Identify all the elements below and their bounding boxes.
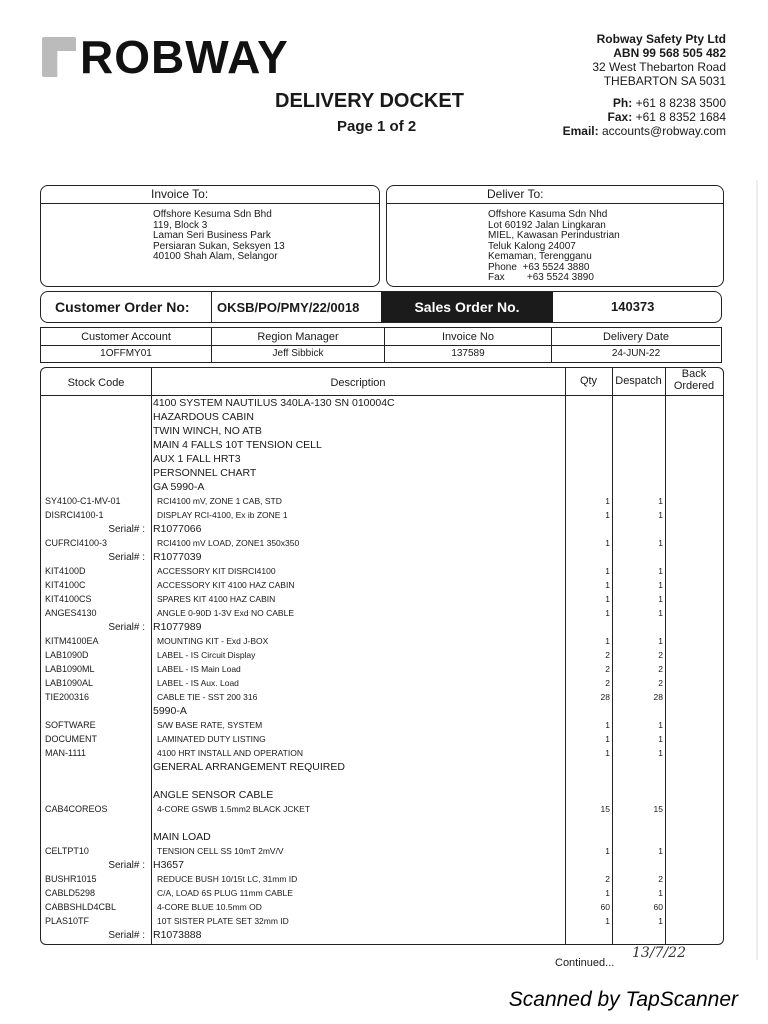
order-numbers-bar bbox=[40, 291, 722, 323]
table-row bbox=[41, 453, 723, 466]
stock-code-cell: DOCUMENT bbox=[45, 734, 97, 744]
qty-cell: 1 bbox=[605, 594, 610, 604]
qty-cell: 1 bbox=[605, 734, 610, 744]
table-row bbox=[41, 523, 723, 536]
despatch-cell: 2 bbox=[658, 650, 663, 660]
logo-mark-icon bbox=[42, 37, 76, 77]
company-contact bbox=[563, 96, 726, 138]
qty-cell: 1 bbox=[605, 496, 610, 506]
company-logo bbox=[42, 30, 289, 84]
back-ordered-header: Back Ordered bbox=[673, 368, 715, 392]
invoice-to-label: Invoice To: bbox=[151, 187, 209, 201]
qty-cell: 2 bbox=[605, 664, 610, 674]
description-cell: TENSION CELL SS 10mT 2mV/V bbox=[157, 846, 284, 856]
despatch-cell: 1 bbox=[658, 720, 663, 730]
table-row bbox=[41, 761, 723, 774]
table-row bbox=[41, 593, 723, 606]
description-cell: MAIN 4 FALLS 10T TENSION CELL bbox=[153, 439, 322, 451]
despatch-cell: 1 bbox=[658, 566, 663, 576]
table-row bbox=[41, 425, 723, 438]
table-row bbox=[41, 495, 723, 508]
table-row bbox=[41, 509, 723, 522]
table-row bbox=[41, 831, 723, 844]
qty-cell: 15 bbox=[600, 804, 610, 814]
delivery-date-value: 24-JUN-22 bbox=[611, 348, 661, 359]
qty-cell: 1 bbox=[605, 748, 610, 758]
table-row bbox=[41, 705, 723, 718]
description-cell: S/W BASE RATE, SYSTEM bbox=[157, 720, 263, 730]
despatch-cell: 1 bbox=[658, 888, 663, 898]
qty-header: Qty bbox=[579, 375, 598, 387]
description-cell: 10T SISTER PLATE SET 32mm ID bbox=[157, 916, 289, 926]
table-row bbox=[41, 915, 723, 928]
description-cell: 4-CORE BLUE 10.5mm OD bbox=[157, 902, 262, 912]
description-cell: SPARES KIT 4100 HAZ CABIN bbox=[157, 594, 276, 604]
table-row bbox=[41, 467, 723, 480]
fax-number: +61 8 8352 1684 bbox=[635, 110, 726, 124]
table-row bbox=[41, 817, 723, 830]
table-row bbox=[41, 411, 723, 424]
description-cell: 4-CORE GSWB 1.5mm2 BLACK JCKET bbox=[157, 804, 311, 814]
document-title: DELIVERY DOCKET bbox=[275, 90, 464, 112]
description-cell: PERSONNEL CHART bbox=[153, 467, 257, 479]
description-cell: R1073888 bbox=[153, 929, 202, 941]
stock-code-cell: LAB1090D bbox=[45, 650, 89, 660]
stock-code-cell: KIT4100CS bbox=[45, 594, 92, 604]
stock-code-header: Stock Code bbox=[67, 377, 125, 389]
despatch-cell: 1 bbox=[658, 846, 663, 856]
page-indicator: Page 1 of 2 bbox=[337, 118, 417, 135]
page-edge bbox=[756, 180, 758, 960]
delivery-date-label: Delivery Date bbox=[602, 331, 670, 343]
stock-code-cell: Serial# : bbox=[108, 860, 145, 871]
description-cell: LABEL - IS Aux. Load bbox=[157, 678, 239, 688]
items-table bbox=[40, 367, 724, 945]
table-row bbox=[41, 873, 723, 886]
stock-code-cell: CABBSHLD4CBL bbox=[45, 902, 117, 912]
despatch-cell: 28 bbox=[653, 692, 663, 702]
description-cell: REDUCE BUSH 10/15t LC, 31mm ID bbox=[157, 874, 298, 884]
description-cell: H3657 bbox=[153, 859, 184, 871]
table-row bbox=[41, 719, 723, 732]
qty-cell: 1 bbox=[605, 636, 610, 646]
despatch-cell: 60 bbox=[653, 902, 663, 912]
table-row bbox=[41, 929, 723, 942]
customer-account-label: Customer Account bbox=[81, 331, 171, 343]
qty-cell: 1 bbox=[605, 720, 610, 730]
stock-code-cell: Serial# : bbox=[108, 524, 145, 535]
logo-text: ROBWAY bbox=[80, 31, 289, 83]
description-cell: R1077066 bbox=[153, 523, 202, 535]
email-address: accounts@robway.com bbox=[601, 124, 726, 138]
stock-code-cell: KITM4100EA bbox=[45, 636, 99, 646]
qty-cell: 2 bbox=[605, 678, 610, 688]
description-cell: GA 5990-A bbox=[153, 481, 205, 493]
qty-cell: 2 bbox=[605, 874, 610, 884]
qty-cell: 1 bbox=[605, 510, 610, 520]
description-cell: RCI4100 mV, ZONE 1 CAB, STD bbox=[157, 496, 282, 506]
company-address-line1: 32 West Thebarton Road bbox=[592, 60, 726, 74]
table-row bbox=[41, 845, 723, 858]
stock-code-cell: LAB1090ML bbox=[45, 664, 95, 674]
qty-cell: 1 bbox=[605, 538, 610, 548]
invoice-no-label: Invoice No bbox=[442, 331, 494, 343]
description-cell: AUX 1 FALL HRT3 bbox=[153, 453, 241, 465]
stock-code-cell: CABLD5298 bbox=[45, 888, 96, 898]
table-row bbox=[41, 677, 723, 690]
despatch-cell: 1 bbox=[658, 636, 663, 646]
stock-code-cell: Serial# : bbox=[108, 930, 145, 941]
qty-cell: 1 bbox=[605, 608, 610, 618]
despatch-cell: 1 bbox=[658, 510, 663, 520]
invoice-to-address: Offshore Kesuma Sdn Bhd 119, Block 3 Laman Seri Business Park Persiaran Sukan, Seksyen 13 40100 Shah Alam, Selangor bbox=[153, 209, 285, 262]
stock-code-cell: KIT4100C bbox=[45, 580, 86, 590]
stock-code-cell: CUFRCI4100-3 bbox=[45, 538, 108, 548]
table-row bbox=[41, 803, 723, 816]
table-row bbox=[41, 649, 723, 662]
handwritten-date: 13/7/22 bbox=[632, 945, 686, 961]
stock-code-cell: BUSHR1015 bbox=[45, 874, 97, 884]
description-cell: LAMINATED DUTY LISTING bbox=[157, 734, 266, 744]
phone-number: +61 8 8238 3500 bbox=[635, 96, 726, 110]
company-abn: ABN 99 568 505 482 bbox=[613, 46, 726, 60]
description-cell: CABLE TIE - SST 200 316 bbox=[157, 692, 258, 702]
deliver-to-box bbox=[386, 185, 724, 287]
region-manager-label: Region Manager bbox=[257, 331, 339, 343]
table-row bbox=[41, 733, 723, 746]
description-cell: R1077039 bbox=[153, 551, 202, 563]
table-row bbox=[41, 901, 723, 914]
description-cell: LABEL - IS Main Load bbox=[157, 664, 241, 674]
qty-cell: 28 bbox=[600, 692, 610, 702]
table-row bbox=[41, 551, 723, 564]
description-cell: ANGLE SENSOR CABLE bbox=[153, 789, 274, 801]
qty-cell: 1 bbox=[605, 888, 610, 898]
qty-cell: 1 bbox=[605, 580, 610, 590]
region-manager-value: Jeff Sibbick bbox=[272, 348, 324, 359]
table-row bbox=[41, 747, 723, 760]
despatch-cell: 1 bbox=[658, 734, 663, 744]
despatch-cell: 1 bbox=[658, 608, 663, 618]
stock-code-cell: PLAS10TF bbox=[45, 916, 90, 926]
despatch-cell: 1 bbox=[658, 538, 663, 548]
despatch-cell: 2 bbox=[658, 664, 663, 674]
despatch-cell: 1 bbox=[658, 916, 663, 926]
table-row bbox=[41, 481, 723, 494]
description-cell: 4100 SYSTEM NAUTILUS 340LA-130 SN 010004C bbox=[153, 397, 395, 409]
description-cell: 5990-A bbox=[153, 705, 187, 717]
customer-order-label: Customer Order No: bbox=[55, 299, 190, 315]
table-row bbox=[41, 565, 723, 578]
customer-order-number: OKSB/PO/PMY/22/0018 bbox=[217, 300, 360, 315]
table-row bbox=[41, 439, 723, 452]
qty-cell: 1 bbox=[605, 846, 610, 856]
fax-label: Fax: bbox=[607, 110, 633, 124]
stock-code-cell: SOFTWARE bbox=[45, 720, 96, 730]
stock-code-cell: DISRCI4100-1 bbox=[45, 510, 104, 520]
table-row bbox=[41, 537, 723, 550]
despatch-cell: 15 bbox=[653, 804, 663, 814]
stock-code-cell: Serial# : bbox=[108, 622, 145, 633]
scanner-watermark: Scanned by TapScanner bbox=[508, 988, 738, 1011]
table-row bbox=[41, 397, 723, 410]
table-row bbox=[41, 579, 723, 592]
invoice-no-value: 137589 bbox=[451, 348, 485, 359]
description-cell: ANGLE 0-90D 1-3V Exd NO CABLE bbox=[157, 608, 295, 618]
phone-label: Ph: bbox=[612, 96, 633, 110]
description-cell: MAIN LOAD bbox=[153, 831, 211, 843]
description-cell: C/A, LOAD 6S PLUG 11mm CABLE bbox=[157, 888, 293, 898]
despatch-header: Despatch bbox=[615, 375, 662, 387]
email-label: Email: bbox=[562, 124, 599, 138]
company-name: Robway Safety Pty Ltd bbox=[596, 32, 726, 46]
invoice-to-box bbox=[40, 185, 380, 287]
despatch-cell: 1 bbox=[658, 594, 663, 604]
despatch-cell: 1 bbox=[658, 496, 663, 506]
description-cell: LABEL - IS Circuit Display bbox=[157, 650, 256, 660]
qty-cell: 60 bbox=[600, 902, 610, 912]
account-details bbox=[40, 327, 722, 363]
description-cell: 4100 HRT INSTALL AND OPERATION bbox=[157, 748, 303, 758]
stock-code-cell: SY4100-C1-MV-01 bbox=[45, 496, 121, 506]
description-cell: ACCESSORY KIT 4100 HAZ CABIN bbox=[157, 580, 295, 590]
description-cell: GENERAL ARRANGEMENT REQUIRED bbox=[153, 761, 345, 773]
stock-code-cell: LAB1090AL bbox=[45, 678, 94, 688]
table-row bbox=[41, 691, 723, 704]
description-cell: ACCESSORY KIT DISRCI4100 bbox=[157, 566, 276, 576]
table-row bbox=[41, 789, 723, 802]
description-cell: RCI4100 mV LOAD, ZONE1 350x350 bbox=[157, 538, 300, 548]
stock-code-cell: CAB4COREOS bbox=[45, 804, 108, 814]
description-cell: TWIN WINCH, NO ATB bbox=[153, 425, 262, 437]
table-row bbox=[41, 775, 723, 788]
table-row bbox=[41, 663, 723, 676]
qty-cell: 2 bbox=[605, 650, 610, 660]
description-cell: R1077989 bbox=[153, 621, 202, 633]
stock-code-cell: KIT4100D bbox=[45, 566, 86, 576]
company-address-line2: THEBARTON SA 5031 bbox=[603, 74, 726, 88]
stock-code-cell: CELTPT10 bbox=[45, 846, 89, 856]
description-header: Description bbox=[330, 377, 386, 389]
stock-code-cell: ANGES4130 bbox=[45, 608, 97, 618]
deliver-to-address: Offshore Kasuma Sdn Nhd Lot 60192 Jalan Lingkaran MIEL, Kawasan Perindustrian Teluk Kalong 24007 Kemaman, Terengganu Phone +63 5524 3880 Fax +63 5524 3890 bbox=[488, 209, 620, 283]
despatch-cell: 2 bbox=[658, 874, 663, 884]
customer-account-value: 1OFFMY01 bbox=[100, 348, 152, 359]
table-row bbox=[41, 859, 723, 872]
stock-code-cell: Serial# : bbox=[108, 552, 145, 563]
description-cell: HAZARDOUS CABIN bbox=[153, 411, 254, 423]
table-row bbox=[41, 635, 723, 648]
stock-code-cell: MAN-1111 bbox=[45, 748, 87, 758]
sales-order-number: 140373 bbox=[611, 299, 655, 314]
despatch-cell: 2 bbox=[658, 678, 663, 688]
deliver-to-label: Deliver To: bbox=[487, 187, 544, 201]
table-row bbox=[41, 607, 723, 620]
company-address bbox=[592, 32, 726, 88]
despatch-cell: 1 bbox=[658, 580, 663, 590]
despatch-cell: 1 bbox=[658, 748, 663, 758]
sales-order-label: Sales Order No. bbox=[381, 292, 553, 322]
stock-code-cell: TIE200316 bbox=[45, 692, 90, 702]
table-row bbox=[41, 621, 723, 634]
table-row bbox=[41, 887, 723, 900]
description-cell: DISPLAY RCI-4100, Ex ib ZONE 1 bbox=[157, 510, 288, 520]
continued-label: Continued... bbox=[555, 957, 615, 969]
description-cell: MOUNTING KIT - Exd J-BOX bbox=[157, 636, 269, 646]
qty-cell: 1 bbox=[605, 566, 610, 576]
qty-cell: 1 bbox=[605, 916, 610, 926]
